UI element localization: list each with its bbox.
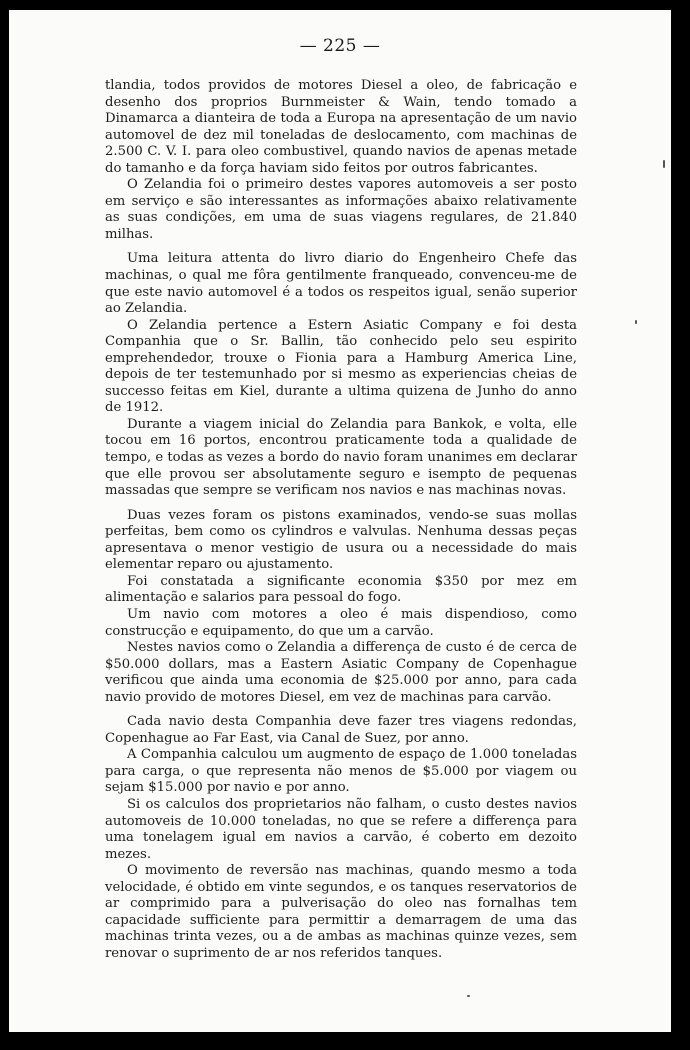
paragraph: O Zelandia pertence a Estern Asiatic Company e foi desta Companhia que o Sr. Ballin, tão conhecido pelo seu espirito emprehendedor, trouxe o Fionia para a Hamburg America Line, depois de ter testemunhado por si mesmo as experiencias cheias de successo feitas em Kiel, durante a ultima quizena de Junho do anno de 1912.: [105, 317, 577, 416]
paragraph: O movimento de reversão nas machinas, quando mesmo a toda velocidade, é obtido em vinte segundos, e os tanques reservatorios de ar comprimido para a pulverisação do oleo nas fornalhas tem capacidade sufficiente para permittir a demarragem de uma das machinas trinta vezes, ou a de ambas as machinas quinze vezes, sem renovar o suprimento de ar nos referidos tanques.: [105, 863, 577, 961]
paragraph: Durante a viagem inicial do Zelandia para Bankok, e volta, elle tocou em 16 portos, encontrou praticamente toda a qualidade de tempo, e todas as vezes a bordo do navio foram unanimes em declarar que elle provou ser absolutamente seguro e isempto de pequenas massadas que sempre se verificam nos navios e nas machinas novas.: [105, 416, 577, 499]
paragraph: O Zelandia foi o primeiro destes vapores automoveis a ser posto em serviço e são interessantes as informações abaixo relativamente as suas condições, em uma de suas viagens regulares, de 21.840 milhas.: [105, 177, 577, 242]
paragraph: A Companhia calculou um augmento de espaço de 1.000 toneladas para carga, o que representa não menos de $5.000 por viagem ou sejam $15.000 por navio e por anno.: [105, 747, 577, 796]
scan-speck: [635, 320, 637, 324]
paragraph: Duas vezes foram os pistons examinados, vendo-se suas mollas perfeitas, bem como os cylindros e valvulas. Nenhuma dessas peças apresentava o menor vestigio de usura ou a necessidade do mais elementar reparo ou ajustamento.: [105, 507, 577, 573]
scan-speck: [663, 160, 665, 168]
paragraph: Nestes navios como o Zelandia a differença de custo é de cerca de $50.000 dollars, mas a Eastern Asiatic Company de Copenhague verificou que ainda uma economia de $25.000 por anno, para cada navio provido de motores Diesel, em vez de machinas para carvão.: [105, 640, 577, 705]
paragraph: Cada navio desta Companhia deve fazer tres viagens redondas, Copenhague ao Far East, via Canal de Suez, por anno.: [105, 714, 577, 746]
paragraph: Si os calculos dos proprietarios não falham, o custo destes navios automoveis de 10.000 toneladas, no que se refere a differença para uma tonelagem igual em navios a carvão, é coberto em dezoito mezes.: [105, 796, 577, 862]
paragraph: tlandia, todos providos de motores Diesel a oleo, de fabricação e desenho dos proprios Burnmeister & Wain, tendo tomado a Dinamarca a dianteira de toda a Europa na apresentação de um navio automovel de dez mil toneladas de deslocamento, com machinas de 2.500 C. V. I. para oleo combustivel, quando navios de apenas metade do tamanho e da força haviam sido feitos por outros fabricantes.: [105, 78, 577, 176]
paragraph: Um navio com motores a oleo é mais dispendioso, como construcção e equipamento, do que um a carvão.: [105, 606, 577, 639]
paragraph: Uma leitura attenta do livro diario do Engenheiro Chefe das machinas, o qual me fôra gentilmente franqueado, convenceu-me de que este navio automovel é a todos os respeitos igual, senão superior ao Zelandia.: [105, 251, 577, 317]
body-text: [105, 78, 577, 962]
scan-speck: [467, 995, 470, 997]
page-number: — 225 —: [299, 36, 381, 56]
document-page: [9, 10, 671, 1032]
paragraph: Foi constatada a significante economia $350 por mez em alimentação e salarios para pessoal do fogo.: [105, 573, 577, 606]
